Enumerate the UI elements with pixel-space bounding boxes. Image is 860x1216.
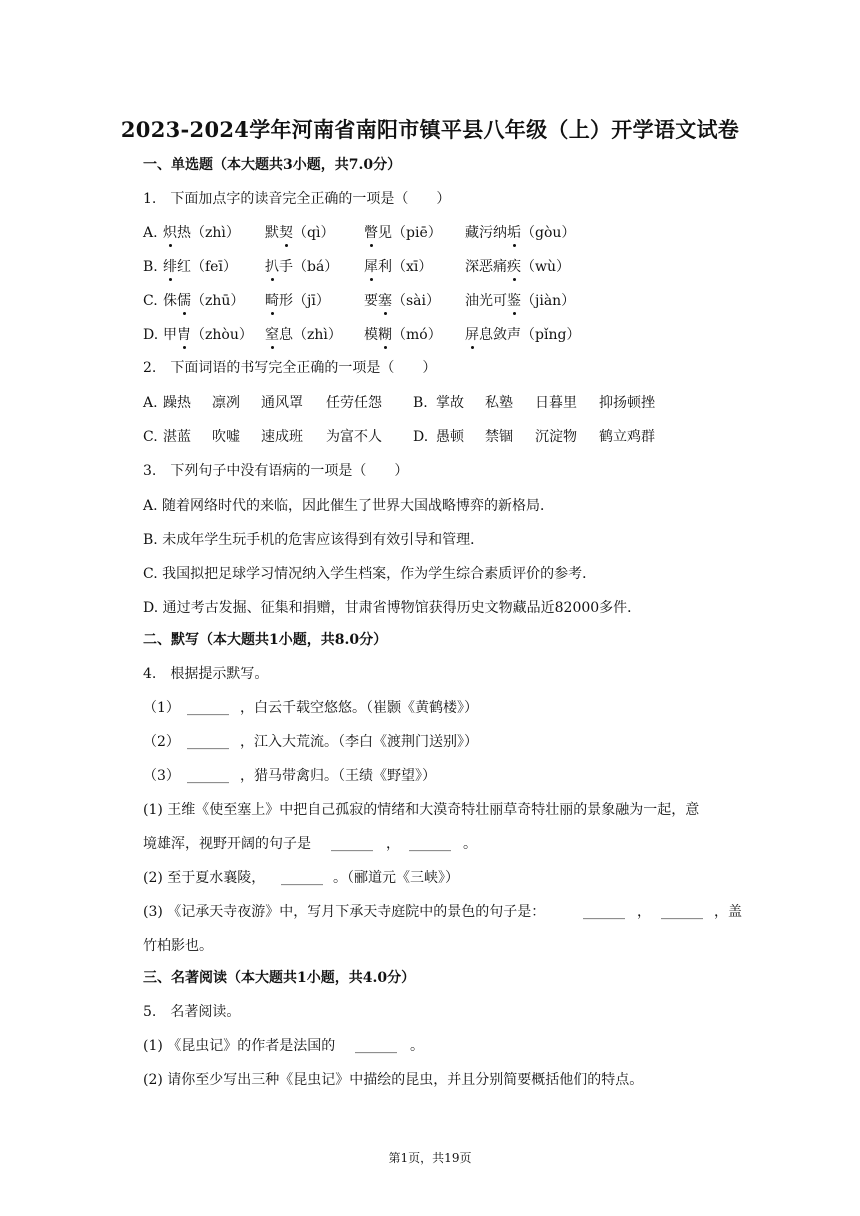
answer-blank: ______	[187, 700, 229, 716]
item-text: （wù）	[521, 259, 570, 275]
emphasized-character: 扒	[265, 259, 279, 275]
item-text: ，	[386, 836, 400, 852]
item-text: 境雄浑，视野开阔的句子是	[143, 836, 311, 852]
item-text: ，猎马带禽归。（王绩《野望》）	[240, 768, 436, 784]
option-item	[265, 291, 330, 311]
emphasized-character: 瞥	[364, 225, 378, 241]
item-text: ，	[637, 904, 651, 920]
section-heading-1: 一、单选题（本大题共3小题，共7.0分）	[143, 157, 402, 173]
item-text: (1) 《昆虫记》的作者是法国的	[143, 1038, 336, 1054]
option-word: 掌故	[436, 395, 464, 411]
question-3-option-b: B. 未成年学生玩手机的危害应该得到有效引导和管理．	[143, 532, 485, 548]
item-text: 模	[364, 327, 378, 343]
answer-blank: ______	[661, 904, 703, 920]
emphasized-character: 窒	[265, 327, 279, 343]
item-text: 。	[410, 1038, 424, 1054]
emphasized-character: 垢	[507, 225, 521, 241]
item-text: (3) 《记承天寺夜游》中，写月下承天寺庭院中的景色的句子是：	[143, 904, 546, 920]
section-heading-2: 二、默写（本大题共1小题，共8.0分）	[143, 632, 388, 648]
option-label: B.	[143, 259, 158, 275]
page-footer: 第1页，共19页	[388, 1151, 472, 1165]
item-text: 。（郦道元《三峡》）	[333, 870, 459, 886]
item-text: （zhòu）	[191, 327, 253, 343]
option-item	[364, 223, 442, 243]
item-text: (2) 至于夏水襄陵，	[143, 870, 266, 886]
option-word: 躁热	[163, 395, 191, 411]
emphasized-character: 畸	[265, 293, 279, 309]
item-text: （jiàn）	[521, 293, 576, 309]
item-text: 见（piē）	[378, 225, 442, 241]
item-text: 红（feī）	[177, 259, 237, 275]
question-3-option-d: D. 通过考古发掘、征集和捐赠，甘肃省博物馆获得历史文物藏品近82000多件．	[143, 600, 642, 616]
question-1-stem: 1. 下面加点字的读音完全正确的一项是（ ）	[143, 191, 451, 207]
item-text: （zhū）	[191, 293, 245, 309]
question-3-option-c: C. 我国拟把足球学习情况纳入学生档案，作为学生综合素质评价的参考．	[143, 566, 597, 582]
item-number: （2）	[143, 734, 180, 750]
answer-blank: ______	[187, 734, 229, 750]
question-4-stem: 4. 根据提示默写。	[143, 666, 269, 682]
option-label: A.	[143, 225, 158, 241]
option-label: B.	[413, 395, 428, 411]
emphasized-character: 犀	[364, 259, 378, 275]
option-item	[265, 223, 334, 243]
option-item	[265, 325, 342, 345]
question-4-part-1-line-1: (1) 王维《使至塞上》中把自己孤寂的情绪和大漠奇特壮丽草奇特壮丽的景象融为一起，意	[143, 802, 700, 818]
option-word: 速成班	[261, 429, 303, 445]
item-number: （1）	[143, 700, 180, 716]
emphasized-character: 契	[279, 225, 293, 241]
item-text: 热（zhì）	[177, 225, 240, 241]
section-heading-3: 三、名著阅读（本大题共1小题，共4.0分）	[143, 970, 416, 986]
option-word: 湛蓝	[163, 429, 191, 445]
option-word: 通风罩	[261, 395, 303, 411]
question-4-part-3-line-2: 竹柏影也。	[143, 938, 213, 954]
option-item	[465, 223, 575, 243]
item-text: 藏污纳	[465, 225, 507, 241]
option-word: 吹嘘	[212, 429, 240, 445]
item-text: 息敛声（pǐng）	[479, 327, 581, 343]
option-word: 为富不人	[326, 429, 382, 445]
item-text: 形（jī）	[279, 293, 330, 309]
emphasized-character: 绯	[163, 259, 177, 275]
answer-blank: ______	[355, 1038, 397, 1054]
option-word: 抑扬顿挫	[599, 395, 655, 411]
emphasized-character: 糊	[378, 327, 392, 343]
item-text: 息（zhì）	[279, 327, 342, 343]
option-item	[163, 291, 244, 311]
item-text: ，白云千载空悠悠。（崔颢《黄鹤楼》）	[240, 700, 478, 716]
option-word: 任劳任怨	[326, 395, 382, 411]
option-word: 凛冽	[212, 395, 240, 411]
option-item	[163, 257, 237, 277]
option-item	[364, 257, 432, 277]
item-text: ，江入大荒流。（李白《渡荆门送别》）	[240, 734, 478, 750]
option-word: 鹤立鸡群	[599, 429, 655, 445]
emphasized-character: 疾	[507, 259, 521, 275]
answer-blank: ______	[583, 904, 625, 920]
option-label: C.	[143, 429, 158, 445]
item-text: 默	[265, 225, 279, 241]
item-number: （3）	[143, 768, 180, 784]
item-text: 侏	[163, 293, 177, 309]
option-item	[364, 291, 440, 311]
item-text: （gòu）	[521, 225, 576, 241]
question-5-stem: 5. 名著阅读。	[143, 1004, 241, 1020]
answer-blank: ______	[331, 836, 373, 852]
option-word: 愚顿	[436, 429, 464, 445]
emphasized-character: 塞	[378, 293, 392, 309]
question-3-stem: 3. 下列句子中没有语病的一项是（ ）	[143, 463, 409, 479]
option-item	[265, 257, 338, 277]
item-text: 要	[364, 293, 378, 309]
option-label: D.	[143, 327, 159, 343]
question-2-stem: 2. 下面词语的书写完全正确的一项是（ ）	[143, 360, 437, 376]
answer-blank: ______	[187, 768, 229, 784]
item-text: 油光可	[465, 293, 507, 309]
exam-title: 2023-2024学年河南省南阳市镇平县八年级（上）开学语文试卷	[120, 117, 740, 142]
option-word: 私塾	[485, 395, 513, 411]
item-text: 深恶痛	[465, 259, 507, 275]
emphasized-character: 屏	[465, 327, 479, 343]
question-5-part-2: (2) 请你至少写出三种《昆虫记》中描绘的昆虫，并且分别简要概括他们的特点。	[143, 1072, 644, 1088]
option-label: D.	[413, 429, 429, 445]
answer-blank: ______	[281, 870, 323, 886]
item-text: 手（bá）	[279, 259, 339, 275]
emphasized-character: 儒	[177, 293, 191, 309]
option-item	[465, 257, 570, 277]
question-3-option-a: A. 随着网络时代的来临，因此催生了世界大国战略博弈的新格局．	[143, 498, 555, 514]
item-text: （mó）	[392, 327, 442, 343]
answer-blank: ______	[409, 836, 451, 852]
item-text: ，盖	[714, 904, 742, 920]
option-item	[163, 325, 253, 345]
option-word: 日暮里	[535, 395, 577, 411]
emphasized-character: 鉴	[507, 293, 521, 309]
option-label: A.	[143, 395, 158, 411]
option-word: 沉淀物	[535, 429, 577, 445]
item-text: 甲	[163, 327, 177, 343]
option-word: 禁锢	[485, 429, 513, 445]
option-item	[163, 223, 240, 243]
item-text: 。	[463, 836, 477, 852]
item-text: 利（xī）	[378, 259, 433, 275]
item-text: （qì）	[293, 225, 335, 241]
option-label: C.	[143, 293, 158, 309]
emphasized-character: 胄	[177, 327, 191, 343]
emphasized-character: 炽	[163, 225, 177, 241]
option-item	[364, 325, 442, 345]
item-text: （sài）	[392, 293, 441, 309]
option-item	[465, 325, 580, 345]
option-item	[465, 291, 575, 311]
